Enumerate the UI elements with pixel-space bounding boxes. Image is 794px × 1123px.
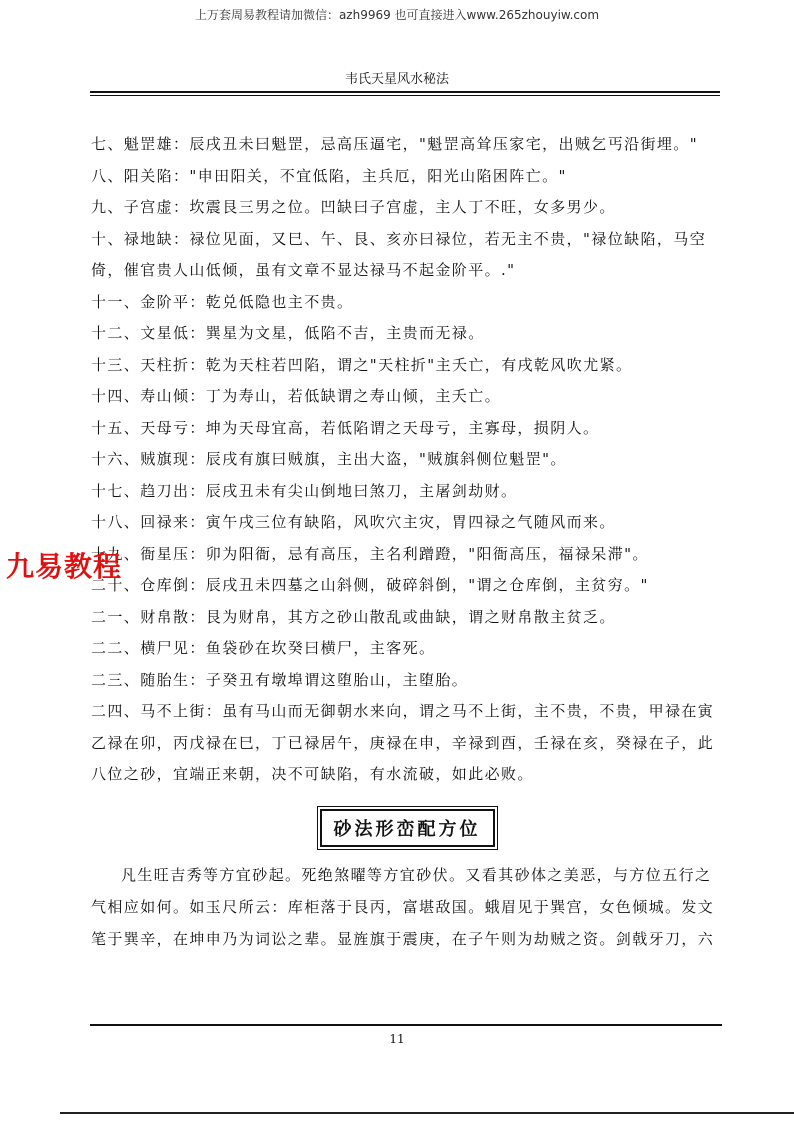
section-heading-wrap — [91, 809, 723, 847]
list-item: 八、阳关陷："申田阳关，不宜低陷，主兵厄，阳光山陷困阵亡。" — [91, 166, 567, 185]
header-rule — [90, 91, 720, 93]
list-item: 二二、横尸见：鱼袋砂在坎癸曰横尸，主客死。 — [91, 639, 436, 657]
list-item: 二一、财帛散：艮为财帛，其方之砂山散乱或曲缺，谓之财帛散主贫乏。 — [91, 607, 616, 626]
section-heading: 砂法形峦配方位 — [320, 809, 495, 847]
scan-edge-line — [60, 1112, 794, 1114]
list-item: 二三、随胎生：子癸丑有墩埠谓这堕胎山，主堕胎。 — [91, 670, 469, 689]
list-item: 十三、天柱折：乾为天柱若凹陷，谓之"天柱折"主夭亡，有戌乾风吹尤紧。 — [91, 355, 633, 374]
list-item: 十八、回禄来：寅午戌三位有缺陷，风吹穴主灾，胃四禄之气随风而来。 — [91, 513, 616, 531]
header-rule-thin — [90, 95, 720, 96]
list-item: 十、禄地缺：禄位见面，又巳、午、艮、亥亦曰禄位，若无主不贵，"禄位缺陷，马空倚，催官贵人山低倾，虽有文章不显达禄马不起金阶平。." — [91, 229, 707, 279]
list-item: 十五、天母亏：坤为天母宜高，若低陷谓之天母亏，主寡母，损阴人。 — [91, 418, 600, 437]
list-item: 十七、趋刀出：辰戌丑未有尖山倒地曰煞刀，主屠剑劫财。 — [91, 481, 518, 500]
list-item: 十四、寿山倾：丁为寿山，若低缺谓之寿山倾，主夭亡。 — [91, 387, 502, 405]
watermark-stamp: 九易教程 — [6, 550, 123, 583]
list-item: 十二、文星低：巽星为文星，低陷不吉，主贵而无禄。 — [91, 324, 485, 342]
page-body — [91, 129, 723, 955]
list-item: 十六、贼旗现：辰戌有旗曰贼旗，主出大盗，"贼旗斜侧位魁罡"。 — [91, 450, 567, 468]
body-paragraph: 凡生旺吉秀等方宜砂起。死绝煞曜等方宜砂伏。又看其砂体之美恶，与方位五行之气相应如何。如玉尺所云：库柜落于艮丙，富堪敌国。蛾眉见于巽宫，女色倾城。发文笔于巽辛，在坤申乃为词讼之辈。显旌旗于震庚，在子午则为劫贼之资。剑戟牙刀，六 — [91, 865, 715, 948]
list-item: 七、魁罡雄：辰戌丑未曰魁罡，忌高压逼宅，"魁罡高耸压家宅，出贼乞丐沿街埋。" — [91, 135, 699, 153]
footer-rule — [90, 1024, 722, 1026]
list-item: 二十、仓库倒：辰戌丑未四墓之山斜侧，破碎斜倒，"谓之仓库倒，主贫穷。" — [91, 576, 649, 594]
list-item: 九、子宫虚：坎震艮三男之位。凹缺曰子宫虚，主人丁不旺，女多男少。 — [91, 198, 616, 216]
list-item: 二四、马不上街：虽有马山而无御朝水来向，谓之马不上街，主不贵，不贵，甲禄在寅乙禄在卯，丙戊禄在巳，丁已禄居午，庚禄在申，辛禄到酉，壬禄在亥，癸禄在子，此八位之砂，宜端正来朝，决不可缺陷，有水流破，如此必败。 — [91, 702, 715, 783]
top-banner: 上万套周易教程请加微信：azh9969 也可直接进入www.265zhouyiw.com — [194, 8, 600, 22]
running-head: 韦氏天星风水秘法 — [344, 72, 449, 87]
list-item: 十一、金阶平：乾兑低隐也主不贵。 — [91, 292, 354, 311]
page-number: 11 — [389, 1032, 405, 1046]
list-item: 十九、衙星压：卯为阳衙，忌有高压，主名利蹭蹬，"阳衙高压，福禄呆滞"。 — [91, 544, 649, 563]
